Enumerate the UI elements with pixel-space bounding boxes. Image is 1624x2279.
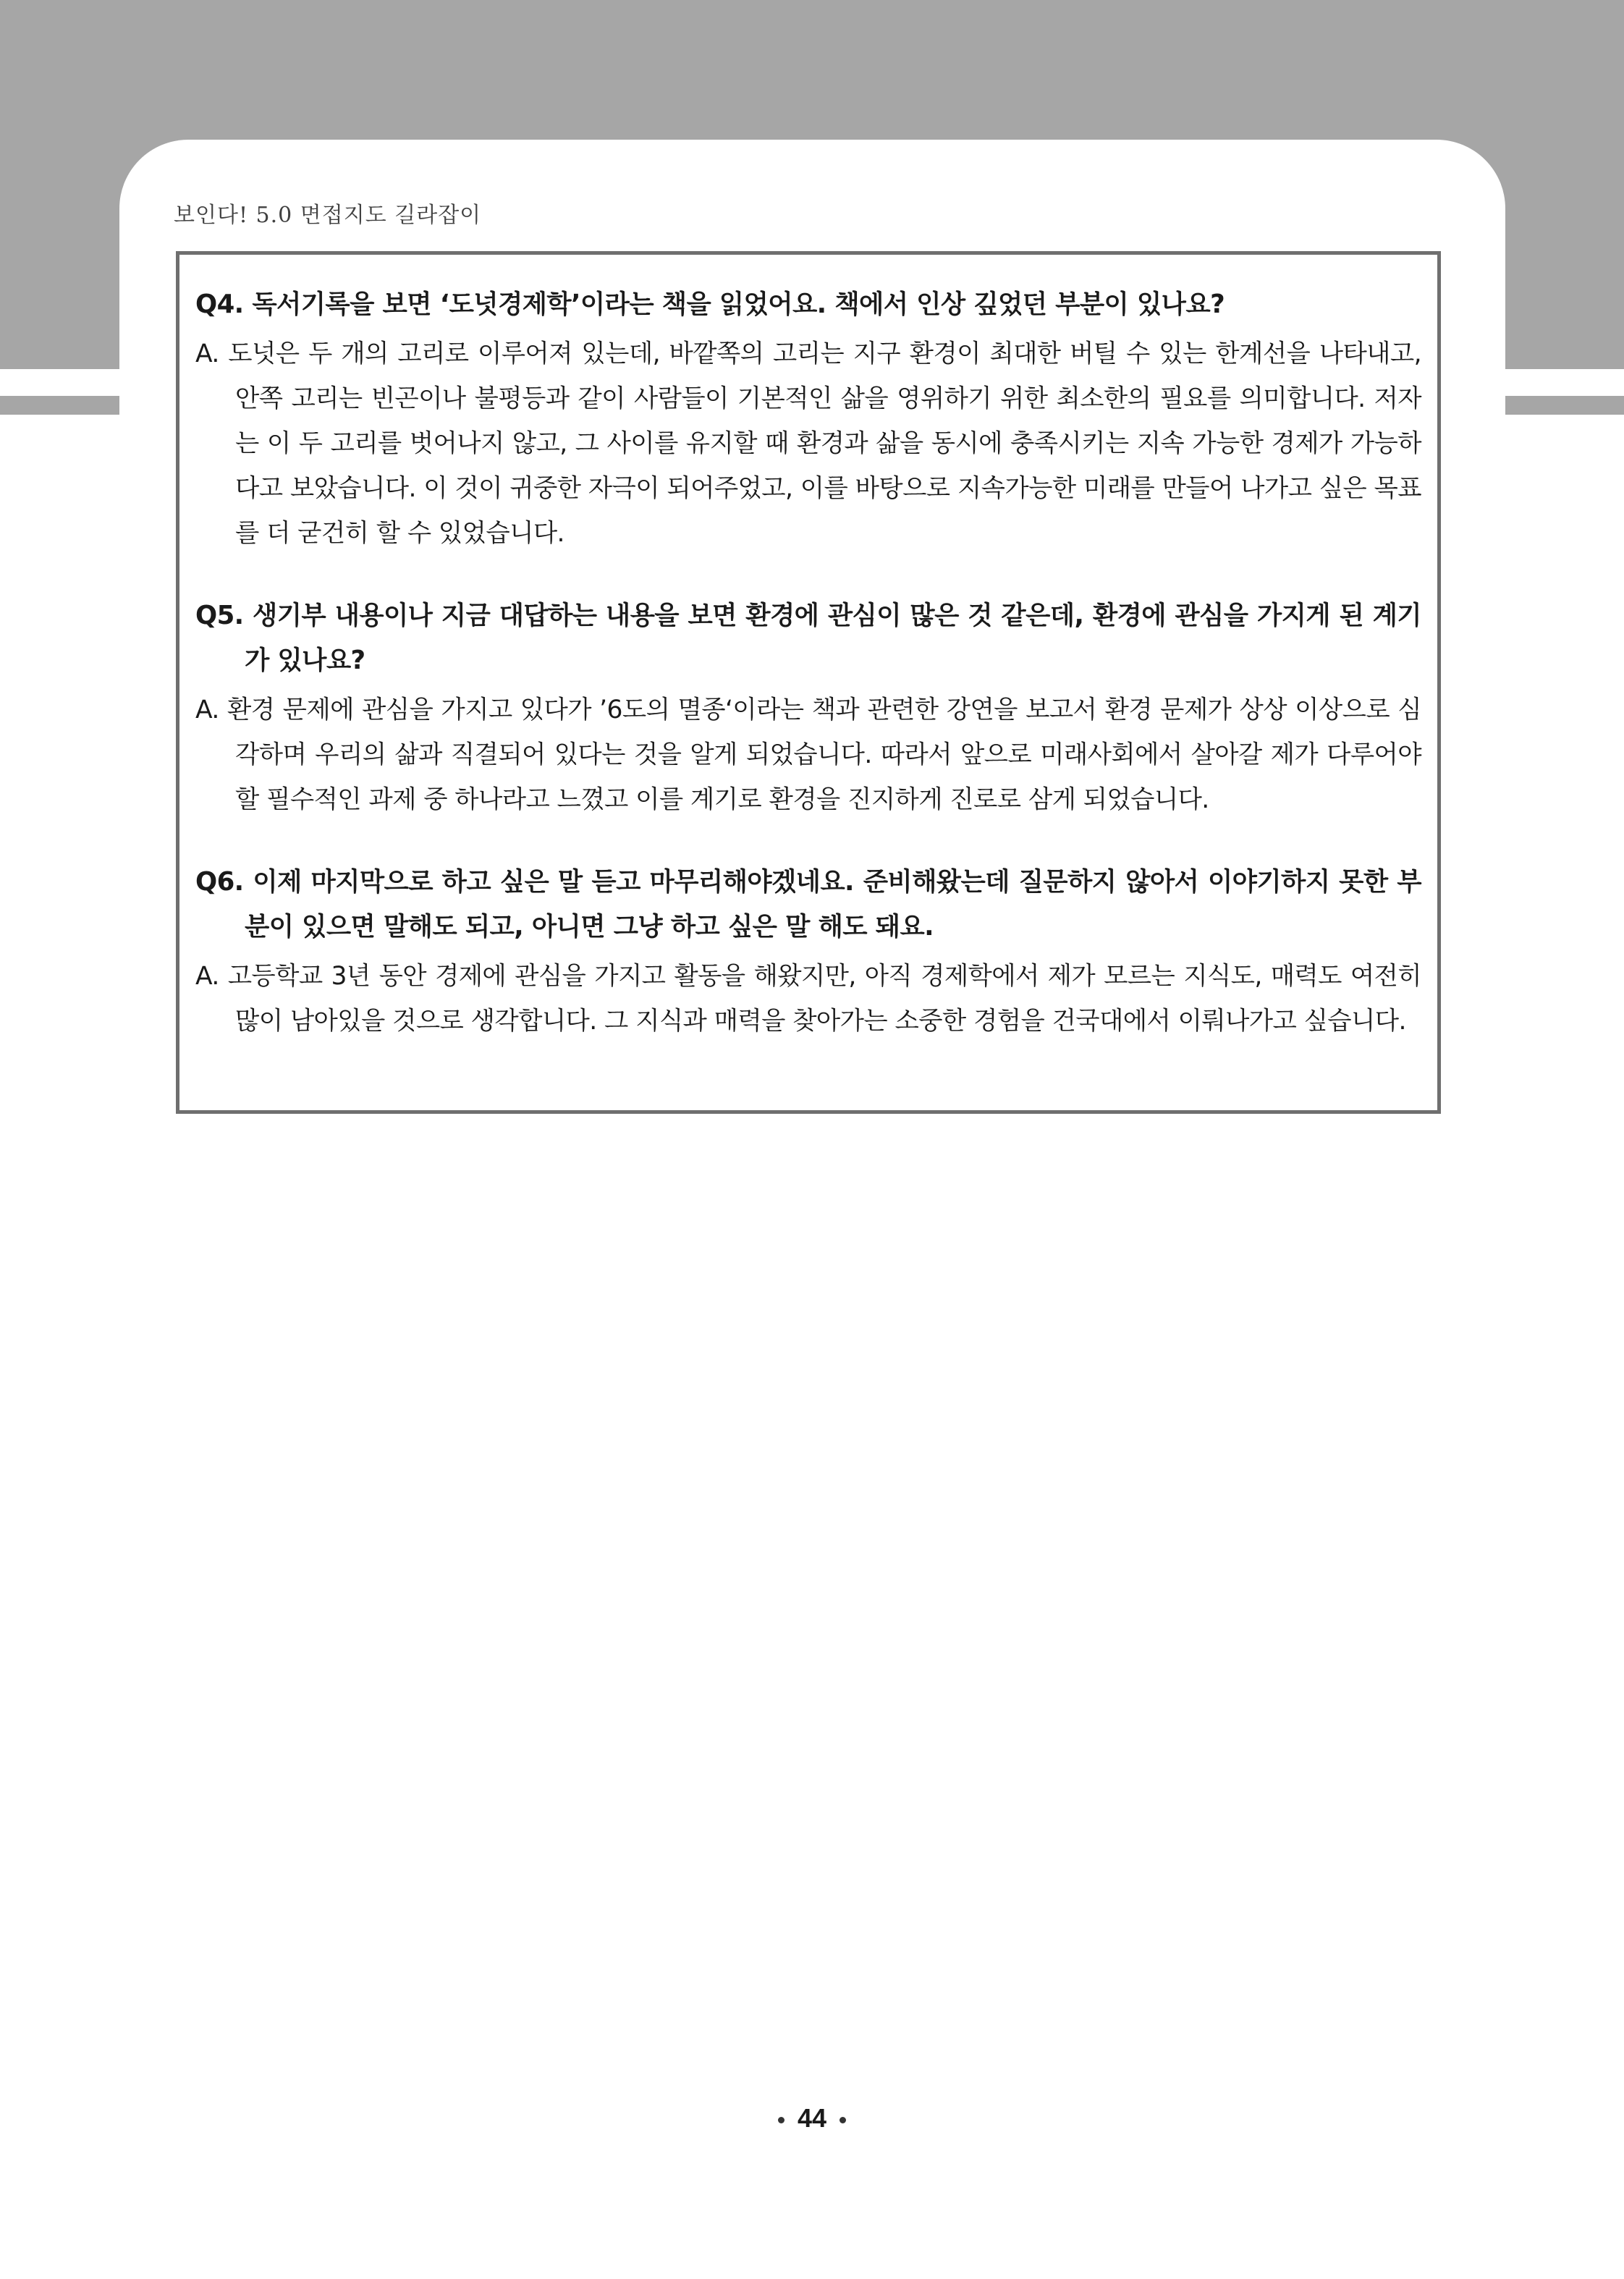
qa-item-q5 [195, 593, 1421, 822]
left-decorative-stripe [0, 396, 119, 415]
right-decorative-stripe [1505, 396, 1624, 415]
qa-item-q6 [195, 860, 1421, 1044]
question-q6: Q6. 이제 마지막으로 하고 싶은 말 듣고 마무리해야겠네요. 준비해왔는데 질문하지 않아서 이야기하지 못한 부분이 있으면 말해도 되고, 아니면 그냥 하고 싶은 말 해도 돼요. [195, 867, 1421, 942]
answer-q6: A. 고등학교 3년 동안 경제에 관심을 가지고 활동을 해왔지만, 아직 경제학에서 제가 모르는 지식도, 매력도 여전히 많이 남아있을 것으로 생각합니다. 그 지식과 매력을 찾아가는 소중한 경험을 건국대에서 이뤄나가고 싶습니다. [195, 962, 1421, 1036]
qa-box [176, 251, 1441, 1114]
page-number [0, 2103, 1624, 2134]
running-header: 보인다! 5.0 면접지도 길라잡이 [174, 203, 482, 228]
bullet-dot-right [840, 2117, 846, 2123]
question-q5: Q5. 생기부 내용이나 지금 대답하는 내용을 보면 환경에 관심이 많은 것 같은데, 환경에 관심을 가지게 된 계기가 있나요? [195, 601, 1421, 675]
question-q4: Q4. 독서기록을 보면 ‘도넛경제학’이라는 책을 읽었어요. 책에서 인상 깊었던 부분이 있나요? [195, 289, 1225, 319]
bullet-dot-left [778, 2117, 784, 2123]
qa-item-q4 [195, 282, 1421, 556]
page-number-text: 44 [797, 2103, 827, 2133]
answer-q4: A. 도넛은 두 개의 고리로 이루어져 있는데, 바깥쪽의 고리는 지구 환경이 최대한 버틸 수 있는 한계선을 나타내고, 안쪽 고리는 빈곤이나 불평등과 같이 사람들이 기본적인 삶을 영위하기 위한 최소한의 필요를 의미합니다. 저자는 이 두 고리를 벗어나지 않고, 그 사이를 유지할 때 환경과 삶을 동시에 충족시키는 지속 가능한 경제가 가능하다고 보았습니다. 이 것이 귀중한 자극이 되어주었고, 이를 바탕으로 지속가능한 미래를 만들어 나가고 싶은 목표를 더 굳건히 할 수 있었습니다. [195, 339, 1421, 548]
answer-q5: A. 환경 문제에 관심을 가지고 있다가 ’6도의 멸종‘이라는 책과 관련한 강연을 보고서 환경 문제가 상상 이상으로 심각하며 우리의 삶과 직결되어 있다는 것을 알게 되었습니다. 따라서 앞으로 미래사회에서 살아갈 제가 다루어야 할 필수적인 과제 중 하나라고 느꼈고 이를 계기로 환경을 진지하게 진로로 삼게 되었습니다. [195, 695, 1421, 814]
